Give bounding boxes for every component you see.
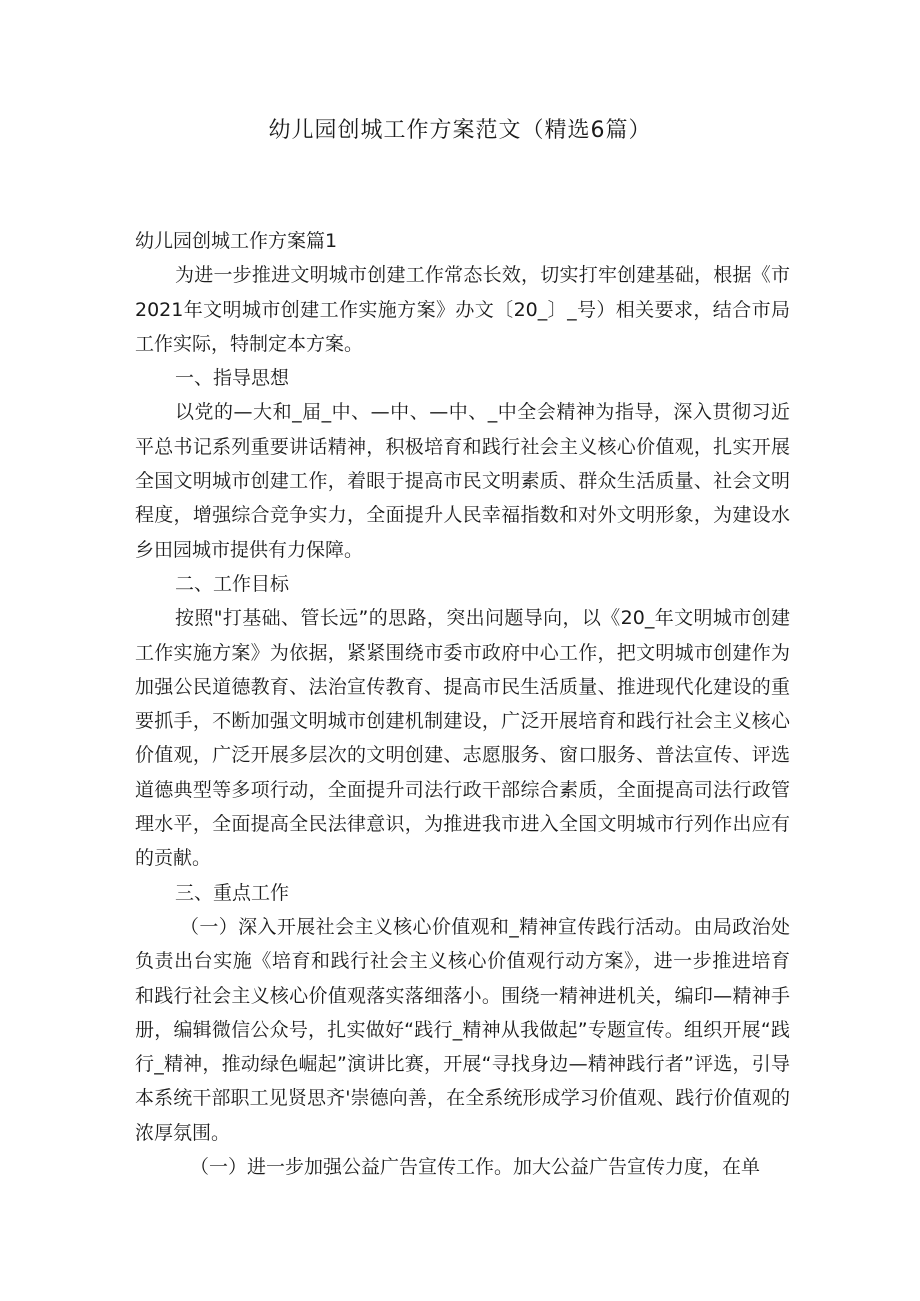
paragraph-key-work-2: （一）进一步加强公益广告宣传工作。加大公益广告宣传力度，在单: [190, 1156, 761, 1179]
heading-work-goals: 二、工作目标: [175, 572, 290, 595]
intro-paragraph: 为进一步推进文明城市创建工作常态长效，切实打牢创建基础，根据《市2021年文明城市创建工作实施方案》办文〔20_〕_号）相关要求，结合市局工作实际，特制定本方案。: [135, 264, 790, 355]
section-title: 幼儿园创城工作方案篇1: [135, 230, 338, 252]
paragraph-work-goals: 按照"打基础、管长远”的思路，突出问题导向，以《20_年文明城市创建工作实施方案》为依据，紧紧围绕市委市政府中心工作，把文明城市创建作为加强公民道德教育、法治宣传教育、提高市民生活质量、推进现代化建设的重要抓手，不断加强文明城市创建机制建设，广泛开展培育和践行社会主义核心价值观，广泛开展多层次的文明创建、志愿服务、窗口服务、普法宣传、评选道德典型等多项行动，全面提升司法行政干部综合素质，全面提高司法行政管理水平，全面提高全民法律意识，为推进我市进入全国文明城市行列作出应有的贡献。: [135, 607, 790, 870]
heading-guiding-ideology: 一、指导思想: [175, 367, 290, 390]
paragraph-key-work-1: （一）深入开展社会主义核心价值观和_精神宣传践行活动。由局政治处负责出台实施《培育和践行社会主义核心价值观行动方案》，进一步推进培育和践行社会主义核心价值观落实落细落小。围绕一精神进机关，编印—精神手册，编辑微信公众号，扎实做好“践行_精神从我做起”专题宣传。组织开展“践行_精神，推动绿色崛起”演讲比赛，开展“寻找身边—精神践行者”评选，引导本系统干部职工见贤思齐'崇德向善，在全系统形成学习价值观、践行价值观的浓厚氛围。: [135, 915, 790, 1144]
paragraph-guiding-ideology: 以党的—大和_届_中、—中、—中、_中全会精神为指导，深入贯彻习近平总书记系列重要讲话精神，积极培育和践行社会主义核心价值观，扎实开展全国文明城市创建工作，着眼于提高市民文明素质、群众生活质量、社会文明程度，增强综合竞争实力，全面提升人民幸福指数和对外文明形象，为建设水乡田园城市提供有力保障。: [135, 401, 790, 561]
heading-key-work: 三、重点工作: [175, 881, 290, 904]
document-title: 幼儿园创城工作方案范文（精选6篇）: [268, 118, 652, 143]
document-body: [135, 224, 790, 1184]
